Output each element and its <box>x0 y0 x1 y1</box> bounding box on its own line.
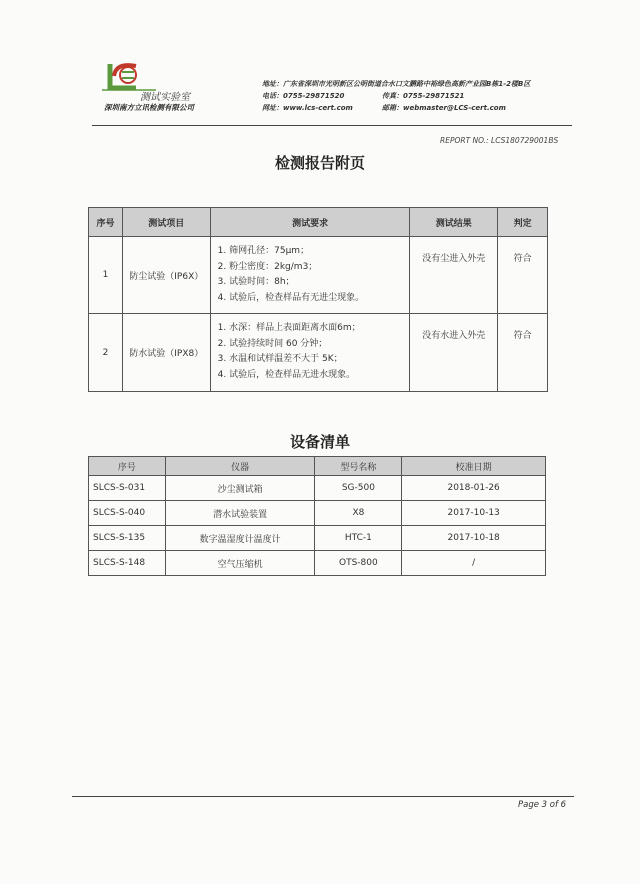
equipment-name: 空气压缩机 <box>165 551 315 576</box>
email: 邮箱：webmaster@LCS-cert.com <box>382 104 506 112</box>
equipment-id: SLCS-S-148 <box>89 551 166 576</box>
row-requirements <box>210 314 410 392</box>
row-item: 防尘试验（IP6X） <box>122 237 210 314</box>
equipment-date: 2017-10-18 <box>402 526 546 551</box>
row-no: 1 <box>89 237 123 314</box>
row-requirements <box>210 237 410 314</box>
col-header-verdict: 判定 <box>498 208 548 237</box>
test-section-title: 检测报告附页 <box>274 154 365 172</box>
equipment-id: SLCS-S-040 <box>89 501 166 526</box>
report-number: REPORT NO.: LCS180729001BS <box>440 136 559 145</box>
equipment-date: / <box>402 551 546 576</box>
col-header-no: 序号 <box>89 208 123 237</box>
equipment-id: SLCS-S-031 <box>89 476 166 501</box>
row-result: 没有尘进入外壳 <box>410 237 498 314</box>
row-verdict: 符合 <box>498 237 548 314</box>
test-table-header <box>89 208 548 237</box>
telephone: 电话：0755-29871520 <box>262 92 345 100</box>
website: 网址：www.lcs-cert.com <box>262 104 353 112</box>
requirement-line: 1. 筛网孔径：75μm； <box>217 246 310 256</box>
table-row <box>89 526 546 551</box>
col-header-instrument: 仪器 <box>165 457 315 476</box>
table-row <box>89 237 548 314</box>
equipment-model: OTS-800 <box>315 551 402 576</box>
equipment-id: SLCS-S-135 <box>89 526 166 551</box>
address: 地址：广东省深圳市光明新区公明街道合水口文鹏路中裕绿色高新产业园B栋1-2楼B区 <box>262 80 531 88</box>
row-item: 防水试验（IPX8） <box>122 314 210 392</box>
equipment-date: 2017-10-13 <box>402 501 546 526</box>
requirement-line: 4. 试验后，检查样品无进水现象。 <box>217 369 356 380</box>
equipment-table-header <box>89 457 546 476</box>
page-number: Page 3 of 6 <box>518 800 567 810</box>
equipment-name: 沙尘测试箱 <box>165 476 315 501</box>
equipment-section-title: 设备清单 <box>289 433 350 451</box>
row-verdict: 符合 <box>498 314 548 392</box>
equipment-table <box>88 456 546 576</box>
requirement-line: 3. 试验时间：8h； <box>217 277 295 287</box>
header-divider <box>92 125 572 126</box>
table-row <box>89 476 546 501</box>
col-header-requirements: 测试要求 <box>210 208 410 237</box>
col-header-item: 测试项目 <box>122 208 210 237</box>
requirement-line: 1. 水深：样品上表面距离水面6m； <box>217 323 361 333</box>
requirement-line: 3. 水温和试样温差不大于 5K； <box>217 354 343 364</box>
requirement-line: 4. 试验后，检查样品有无进尘现象。 <box>217 292 365 303</box>
equipment-model: HTC-1 <box>315 526 402 551</box>
lab-name: 测试实验室 <box>140 92 190 103</box>
equipment-name: 潜水试验装置 <box>165 501 315 526</box>
equipment-model: SG-500 <box>315 476 402 501</box>
equipment-model: X8 <box>315 501 402 526</box>
table-row <box>89 501 546 526</box>
requirement-line: 2. 粉尘密度：2kg/m3； <box>217 261 318 272</box>
table-row <box>89 314 548 392</box>
col-header-model: 型号名称 <box>315 457 402 476</box>
equipment-name: 数字温湿度计温度计 <box>165 526 315 551</box>
company-name: 深圳南方立讯检测有限公司 <box>104 103 194 112</box>
fax: 传真：0755-29871521 <box>382 92 465 100</box>
footer-divider <box>72 796 574 797</box>
test-results-table <box>88 207 548 392</box>
col-header-result: 测试结果 <box>410 208 498 237</box>
col-header-id: 序号 <box>89 457 166 476</box>
requirement-line: 2. 试验持续时间 60 分钟； <box>217 338 328 349</box>
col-header-calibration: 校准日期 <box>402 457 546 476</box>
row-result: 没有水进入外壳 <box>410 314 498 392</box>
row-no: 2 <box>89 314 123 392</box>
table-row <box>89 551 546 576</box>
equipment-date: 2018-01-26 <box>402 476 546 501</box>
